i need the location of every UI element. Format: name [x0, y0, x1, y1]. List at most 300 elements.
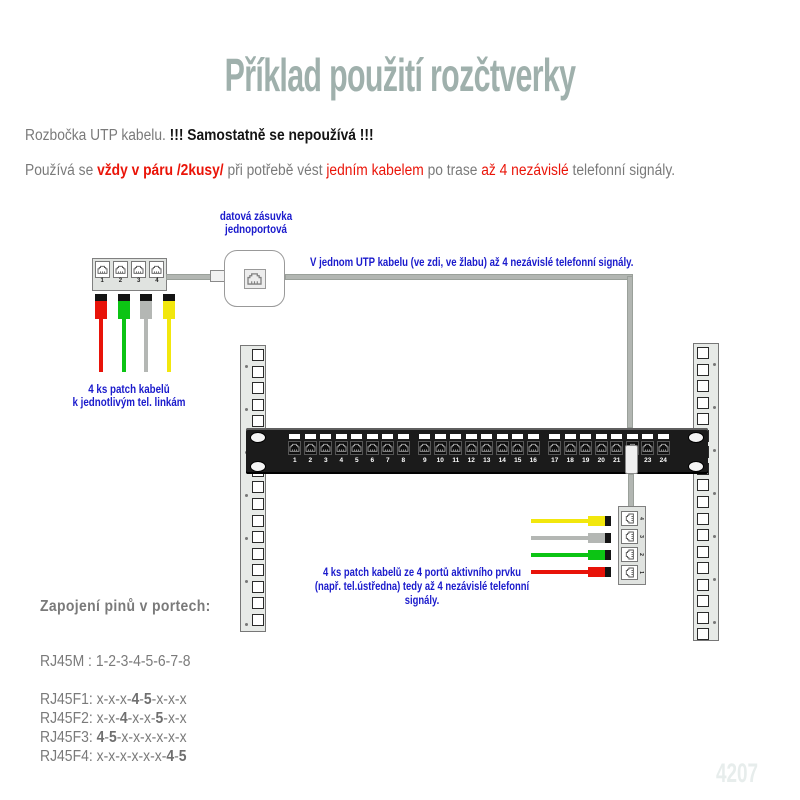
text-segment: až 4 nezávislé [481, 162, 569, 179]
pin-token: 2 [108, 653, 116, 670]
text-segment: po trase [423, 162, 482, 179]
rail-dot [245, 408, 248, 411]
port-number: 3 [136, 278, 141, 284]
port-number: 4 [637, 516, 644, 520]
port-opening [621, 547, 638, 562]
panel-port [448, 432, 464, 472]
patch-cables-top-note [65, 384, 193, 410]
panel-port [365, 432, 381, 472]
panel-port [526, 432, 542, 472]
port-number: 10 [436, 456, 444, 464]
cable-connector [163, 301, 175, 319]
pin-token: 5 [155, 710, 164, 727]
port-opening [610, 441, 623, 455]
panel-port [563, 432, 579, 472]
port-number: 19 [582, 456, 590, 464]
label-strip [596, 434, 607, 439]
port-group [547, 432, 671, 472]
rj45-jack-icon [450, 443, 461, 452]
cable-tip [163, 294, 175, 301]
rail-dot [245, 365, 248, 368]
pin-row: RJ45F3: 4-5-x-x-x-x-x-x [40, 729, 187, 746]
cable-tip [140, 294, 152, 301]
pin-token: 3 [120, 653, 129, 670]
mounting-hole [250, 432, 266, 443]
label-strip [642, 434, 653, 439]
rj45-jack-icon [351, 443, 362, 452]
rack-rail-left [240, 345, 266, 632]
rail-hole [252, 531, 264, 543]
port-opening [288, 441, 301, 455]
rail-hole [252, 498, 264, 510]
label-strip [580, 434, 591, 439]
rozctverka-splitter-bottom [618, 506, 646, 585]
port-number: 17 [551, 456, 559, 464]
rozctverka-splitter-top [92, 258, 167, 291]
pin-row-label: RJ45F1: [40, 691, 97, 708]
rj45-jack-icon [466, 443, 477, 452]
port-opening [95, 261, 110, 278]
port-number: 2 [118, 278, 123, 284]
port-number: 13 [483, 456, 491, 464]
port-opening [527, 441, 540, 455]
port-number: 4 [155, 278, 159, 284]
cable-connector [140, 301, 152, 319]
label-strip [466, 434, 477, 439]
port-opening [480, 441, 493, 455]
pin-token: 5 [145, 653, 154, 670]
pin-token: 4 [131, 691, 140, 708]
panel-port [417, 432, 433, 472]
pin-token: x [167, 710, 175, 727]
text-segment: jedním kabelem [326, 162, 424, 179]
rail-dot [713, 578, 716, 581]
panel-port [547, 432, 563, 472]
label-strip [320, 434, 331, 439]
rail-hole [252, 366, 264, 378]
cable-line [167, 319, 171, 372]
panel-port [594, 432, 610, 472]
rj45-jack-icon [625, 513, 634, 524]
port-number: 9 [422, 456, 427, 464]
port-opening [319, 441, 332, 455]
rail-hole [697, 612, 709, 624]
intro-line-2 [25, 162, 675, 180]
rail-dot [713, 406, 716, 409]
rail-hole [697, 579, 709, 591]
port-opening [465, 441, 478, 455]
rj45-jack-icon [549, 443, 560, 452]
rj45-jack-icon [151, 265, 162, 274]
label-strip [398, 434, 409, 439]
panel-port [464, 432, 480, 472]
pin-token: x [108, 748, 116, 765]
rj45-jack-icon [244, 269, 266, 289]
splitter-port [621, 547, 642, 562]
pin-token: 4 [166, 748, 175, 765]
cable-line [531, 536, 588, 540]
patch-panel [246, 428, 708, 474]
port-opening [621, 511, 638, 526]
label-line: datová zásuvka [219, 211, 293, 223]
panel-port [510, 432, 526, 472]
pin-row: RJ45F4: x-x-x-x-x-x-4-5 [40, 748, 187, 765]
pin-token: x [143, 748, 151, 765]
rj45-jack-icon [289, 443, 300, 452]
label-line: k jednotlivým tel. linkám [72, 397, 186, 409]
panel-port [318, 432, 334, 472]
rail-hole [252, 614, 264, 626]
text-segment: při potřebě vést [223, 162, 327, 179]
wall-socket [224, 250, 285, 307]
splitter-port [621, 529, 642, 544]
rail-hole [252, 548, 264, 560]
utp-cable-note: V jednom UTP kabelu (ve zdi, ve žlabu) až 4 nezávislé telefonní signály. [310, 255, 634, 269]
label-line: 4 ks patch kabelů [88, 384, 170, 396]
port-number: 11 [452, 456, 460, 464]
port-number: 8 [401, 456, 406, 464]
pin-token: 5 [178, 748, 187, 765]
pin-token: 8 [182, 653, 191, 670]
rj45-jack-icon [247, 272, 262, 285]
pin-token: 5 [109, 729, 117, 746]
pin-token: x [156, 691, 164, 708]
cable-connector [588, 533, 605, 543]
port-opening [131, 261, 146, 278]
mounting-hole [250, 461, 266, 472]
label-strip [336, 434, 347, 439]
rj45-plug-port22 [625, 445, 638, 474]
port-number: 23 [644, 456, 652, 464]
rail-hole [252, 399, 264, 411]
label-strip [549, 434, 560, 439]
port-number: 18 [566, 456, 574, 464]
rj45-jack-icon [398, 443, 409, 452]
port-opening [548, 441, 561, 455]
port-number: 2 [308, 456, 313, 464]
text-segment: vždy v páru /2kusy/ [97, 162, 224, 179]
port-opening [641, 441, 654, 455]
pin-token: x [108, 691, 116, 708]
panel-port [349, 432, 365, 472]
label-line: 4 ks patch kabelů ze 4 portů aktivního prvku [322, 567, 522, 579]
label-strip [419, 434, 430, 439]
rail-hole [697, 546, 709, 558]
splitter-port [149, 261, 164, 285]
port-number: 14 [498, 456, 506, 464]
rj45-jack-icon [133, 265, 144, 274]
mounting-hole [688, 461, 704, 472]
rj45-jack-icon [382, 443, 393, 452]
splitter-port [621, 565, 642, 580]
pin-token: x [156, 729, 164, 746]
rj45-jack-icon [625, 567, 634, 578]
utp-cable-horizontal [285, 274, 633, 280]
rj45-jack-icon [596, 443, 607, 452]
pin-token: 4 [133, 653, 141, 670]
pin-token: x [131, 748, 139, 765]
pin-token: x [167, 691, 175, 708]
panel-port [640, 432, 656, 472]
pin-token: x [108, 710, 116, 727]
cable-line [99, 319, 103, 372]
splitter-port [95, 261, 110, 285]
label-strip [528, 434, 539, 439]
rail-hole [252, 481, 264, 493]
text-segment: Používá se [25, 162, 98, 179]
cable-connector [118, 301, 130, 319]
pin-token: x [132, 710, 140, 727]
socket-label [209, 211, 303, 237]
panel-port [609, 432, 625, 472]
cable-splitter-to-socket [166, 274, 212, 280]
rj45-jack-icon [512, 443, 523, 452]
rail-hole [697, 413, 709, 425]
pin-row: RJ45F1: x-x-x-4-5-x-x-x [40, 691, 187, 708]
port-opening [564, 441, 577, 455]
cable-line [144, 319, 148, 372]
pin-token: x [121, 729, 129, 746]
port-opening [621, 565, 638, 580]
rj45-jack-icon [658, 443, 669, 452]
port-opening [335, 441, 348, 455]
panel-port [433, 432, 449, 472]
port-opening [595, 441, 608, 455]
port-number: 4 [339, 456, 344, 464]
rj45-jack-icon [115, 265, 126, 274]
pin-token: x [119, 691, 127, 708]
rj45-jack-icon [611, 443, 622, 452]
rail-dot [713, 535, 716, 538]
pin-token: 7 [170, 653, 179, 670]
rail-hole [252, 515, 264, 527]
label-strip [611, 434, 622, 439]
pin-row-label: RJ45F2: [40, 710, 97, 727]
label-strip [627, 434, 638, 439]
port-number: 1 [292, 456, 297, 464]
intro-line-1 [25, 127, 374, 145]
port-opening [381, 441, 394, 455]
rail-dot [713, 492, 716, 495]
pin-token: x [143, 710, 151, 727]
pin-token: x [96, 748, 104, 765]
port-opening [449, 441, 462, 455]
rail-hole [697, 513, 709, 525]
panel-port [287, 432, 303, 472]
panel-port [334, 432, 350, 472]
rj45-jack-icon [642, 443, 653, 452]
panel-port [656, 432, 672, 472]
rail-hole [697, 347, 709, 359]
pin-token: 4 [96, 729, 105, 746]
rail-dot [713, 363, 716, 366]
cable-tip [605, 550, 611, 560]
label-strip [565, 434, 576, 439]
pin-token: x [179, 710, 187, 727]
rj45-jack-icon [305, 443, 316, 452]
port-opening [149, 261, 164, 278]
port-number: 6 [370, 456, 375, 464]
port-group [417, 432, 541, 472]
rail-hole [252, 382, 264, 394]
port-opening [579, 441, 592, 455]
rj45-jack-icon [419, 443, 430, 452]
label-line: (např. tel.ústředna) tedy až 4 nezávislé telefonní signály. [314, 581, 530, 607]
splitter-port [621, 511, 642, 526]
pin-token: x [179, 729, 187, 746]
splitter-port [131, 261, 146, 285]
pin-token: x [144, 729, 152, 746]
label-strip [305, 434, 316, 439]
port-opening [434, 441, 447, 455]
port-opening [397, 441, 410, 455]
port-number: 5 [354, 456, 359, 464]
pin-row-label: RJ45M : [40, 653, 96, 670]
pin-token: x [119, 748, 127, 765]
cable-connector [95, 301, 107, 319]
rail-dot [713, 449, 716, 452]
rail-hole [697, 562, 709, 574]
rail-hole [252, 581, 264, 593]
rail-hole [697, 364, 709, 376]
rail-dot [245, 580, 248, 583]
label-strip [481, 434, 492, 439]
cable-tip [605, 567, 611, 577]
rj45-jack-icon [97, 265, 108, 274]
pin-token: x [96, 710, 104, 727]
cable-connector [588, 516, 605, 526]
label-strip [367, 434, 378, 439]
rail-hole [697, 380, 709, 392]
label-strip [450, 434, 461, 439]
mounting-hole [688, 432, 704, 443]
rail-hole [697, 479, 709, 491]
cable-connector [588, 550, 605, 560]
pin-token: 4 [119, 710, 128, 727]
port-number: 16 [529, 456, 537, 464]
label-strip [497, 434, 508, 439]
rail-hole [252, 597, 264, 609]
pin-row: RJ45F2: x-x-4-x-x-5-x-x [40, 710, 187, 727]
rail-hole [697, 529, 709, 541]
cable-line [122, 319, 126, 372]
pin-row: RJ45M : 1-2-3-4-5-6-7-8 [40, 653, 191, 670]
utp-cable-vertical [627, 276, 633, 428]
label-strip [435, 434, 446, 439]
cable-tip [118, 294, 130, 301]
pin-token: 5 [143, 691, 152, 708]
rj45-jack-icon [580, 443, 591, 452]
pin-row-label: RJ45F4: [40, 748, 97, 765]
pin-token: x [179, 691, 187, 708]
label-strip [512, 434, 523, 439]
cable-tip [605, 533, 611, 543]
port-opening [304, 441, 317, 455]
pins-heading: Zapojení pinů v portech: [40, 598, 211, 615]
port-number: 3 [323, 456, 328, 464]
port-number: 1 [100, 278, 104, 284]
rail-dot [713, 621, 716, 624]
text-segment: !!! Samostatně se nepoužívá !!! [169, 127, 374, 144]
port-opening [496, 441, 509, 455]
port-group [287, 432, 411, 472]
pin-token: 6 [157, 653, 166, 670]
rj45-jack-icon [320, 443, 331, 452]
label-line: jednoportová [225, 224, 287, 236]
rail-hole [697, 628, 709, 640]
port-number: 1 [637, 571, 644, 575]
rj45-jack-icon [435, 443, 446, 452]
pin-token: x [167, 729, 175, 746]
panel-port [578, 432, 594, 472]
rj45-jack-icon [367, 443, 378, 452]
rj45-jack-icon [481, 443, 492, 452]
cable-line [531, 553, 588, 557]
text-segment: telefonní signály. [568, 162, 676, 179]
port-number: 24 [659, 456, 667, 464]
port-opening [113, 261, 128, 278]
patch-cables-bottom-note [299, 566, 545, 608]
pin-token: x [154, 748, 162, 765]
pin-row-label: RJ45F3: [40, 729, 97, 746]
rj45-jack-icon [625, 531, 634, 542]
panel-port [495, 432, 511, 472]
pin-token: x [96, 691, 104, 708]
panel-port [396, 432, 412, 472]
rail-hole [697, 397, 709, 409]
label-strip [289, 434, 300, 439]
rail-hole [252, 415, 264, 427]
rj45-jack-icon [625, 549, 634, 560]
rj45-jack-icon [497, 443, 508, 452]
rail-hole [252, 349, 264, 361]
cable-plug-to-splitter [628, 474, 634, 508]
panel-port [479, 432, 495, 472]
rj45-jack-icon [336, 443, 347, 452]
rj45-jack-icon [565, 443, 576, 452]
cable-tip [95, 294, 107, 301]
rail-hole [252, 564, 264, 576]
port-number: 21 [613, 456, 621, 464]
pin-token: 1 [95, 653, 104, 670]
port-opening [418, 441, 431, 455]
text-segment: Rozbočka UTP kabelu. [25, 127, 170, 144]
port-opening [621, 529, 638, 544]
port-number: 7 [385, 456, 390, 464]
page-title: Příklad použití rozčtverky [224, 49, 576, 101]
panel-port [303, 432, 319, 472]
cable-tip [605, 516, 611, 526]
label-strip [351, 434, 362, 439]
port-opening [511, 441, 524, 455]
port-opening [350, 441, 363, 455]
rail-dot [245, 537, 248, 540]
port-opening [657, 441, 670, 455]
cable-line [531, 519, 588, 523]
panel-port [380, 432, 396, 472]
rail-dot [245, 623, 248, 626]
port-number: 15 [514, 456, 522, 464]
port-opening [366, 441, 379, 455]
splitter-port [113, 261, 128, 285]
port-number: 20 [597, 456, 605, 464]
rack-rail-right [693, 343, 719, 641]
rail-hole [697, 595, 709, 607]
label-strip [382, 434, 393, 439]
port-number: 2 [637, 553, 644, 557]
label-strip [658, 434, 669, 439]
rail-hole [697, 496, 709, 508]
